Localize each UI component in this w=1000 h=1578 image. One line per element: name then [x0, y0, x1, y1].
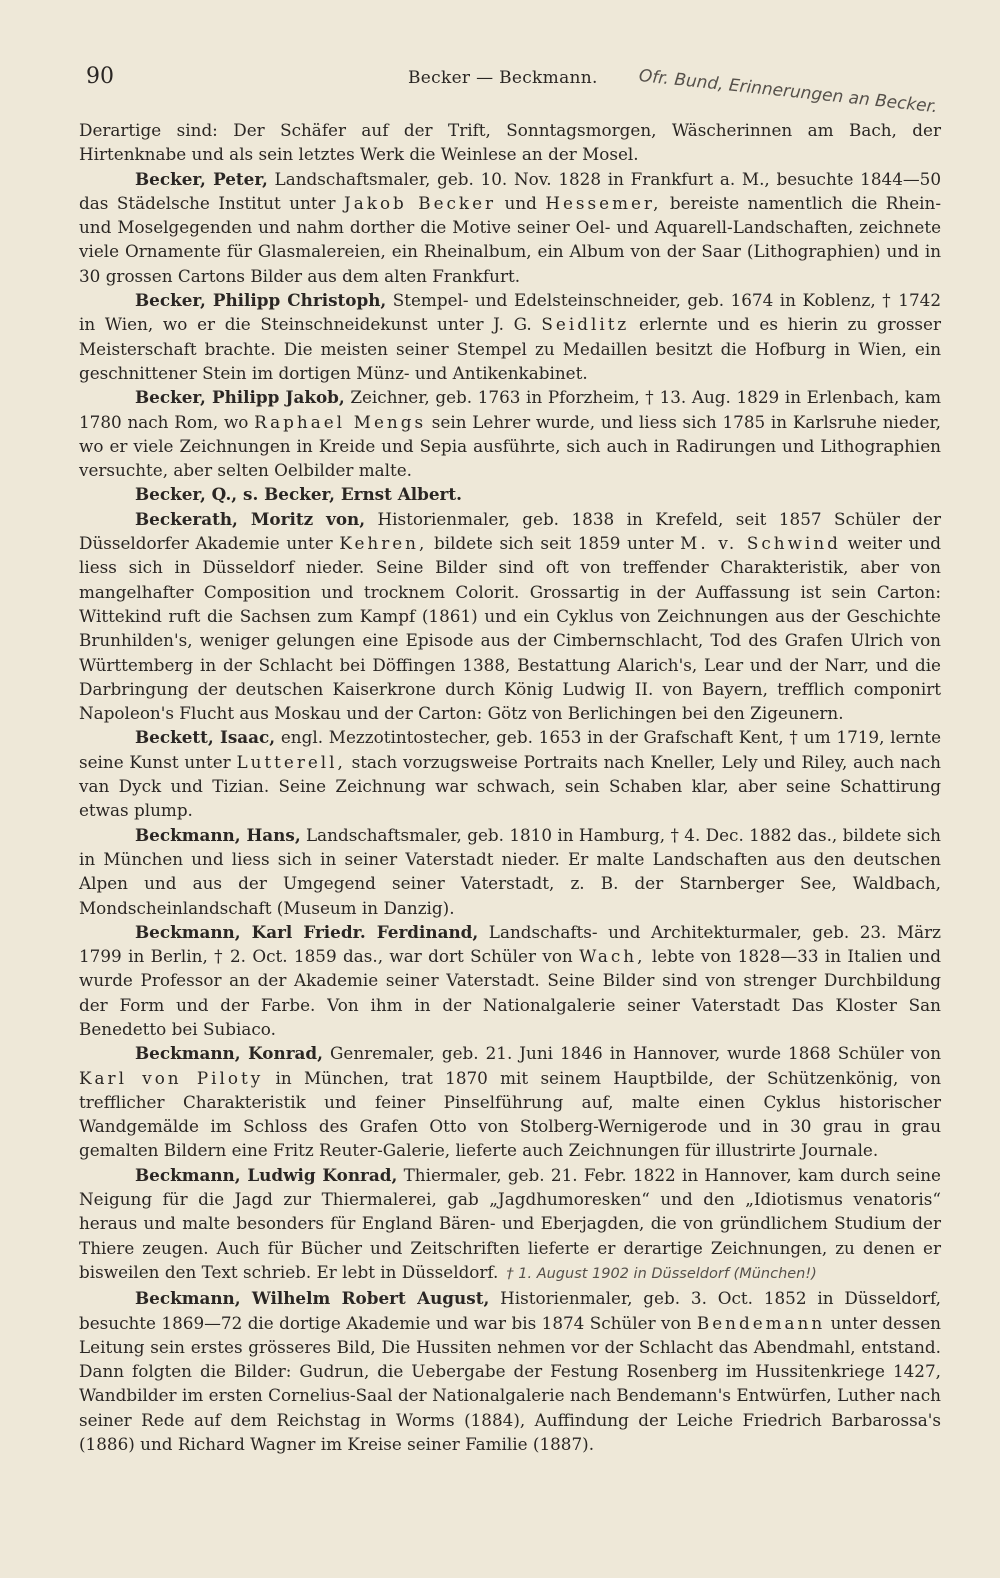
- entry-name: Beckmann, Hans,: [135, 824, 301, 845]
- handwritten-annotation: † 1. August 1902 in Düsseldorf (München!): [506, 1265, 817, 1282]
- dictionary-entry: [79, 1041, 941, 1162]
- entry-text: bildete sich seit 1859 unter: [427, 533, 681, 554]
- dictionary-entry: [79, 725, 941, 822]
- spaced-name: Jakob Becker: [344, 192, 497, 213]
- spaced-name: Bendemann: [696, 1312, 826, 1333]
- entry-text: in München, trat 1870 mit seinem Hauptbilde, der Schützenkönig, von trefflicher Charakteristik und feiner Pinselführung auf, malte einen Cyklus historischer Wandgemälde im Schloss des Grafen Otto von Stolberg-Wernigerode und in 30 grau in grau gemalten Bildern eine Fritz Reuter-Galerie, lieferte auch Zeichnungen für illustrirte Journale.: [79, 1067, 942, 1161]
- entry-continuation: [79, 118, 941, 167]
- entry-name: Beckmann, Ludwig Konrad,: [135, 1164, 398, 1185]
- dictionary-entry: [79, 288, 941, 385]
- entry-text: und: [496, 192, 546, 213]
- dictionary-entry: [79, 1163, 941, 1286]
- running-title: Becker — Beckmann.: [408, 68, 598, 88]
- spaced-name: Hessemer,: [545, 192, 662, 213]
- entry-text: erlernte und es hierin zu grosser Meisterschaft brachte. Die meisten seiner Stempel zu Medaillen besitzt die Hofburg in Wien, ein geschnittener Stein im dortigen Münz- und Antikenkabinet.: [79, 314, 941, 383]
- spaced-name: Lutterell,: [236, 751, 346, 772]
- dictionary-entry: [79, 167, 941, 288]
- entry-text: Landschaftsmaler, geb. 10. Nov. 1828 in Frankfurt a. M., besuchte 1844—50 das Städelsche Institut unter: [79, 168, 942, 213]
- entry-text: engl. Mezzotintostecher, geb. 1653 in der Grafschaft Kent, † um 1719, lernte seine Kunst unter: [79, 727, 941, 772]
- spaced-name: M. v. Schwind: [680, 533, 841, 554]
- dictionary-entry: [79, 1286, 941, 1456]
- entry-name: Becker, Philipp Christoph,: [135, 290, 387, 311]
- entry-text: unter dessen Leitung sein erstes grösseres Bild, Die Hussiten nehmen vor der Schlacht das Abendmahl, entstand. Dann folgten die Bilder: Gudrun, die Uebergabe der Festung Rosenberg im Hussitenkriege 1427, Wandbilder im ersten Cornelius-Saal der Nationalgalerie nach Bendemann's Entwürfen, Luther nach seiner Rede auf dem Reichstag in Worms (1884), Auffindung der Leiche Friedrich Barbarossa's (1886) und Richard Wagner im Kreise seiner Familie (1887).: [79, 1312, 941, 1455]
- entry-name: Beckmann, Konrad,: [135, 1043, 323, 1064]
- dictionary-entry: [79, 823, 941, 920]
- entry-text: Derartige sind: Der Schäfer auf der Trift, Sonntagsmorgen, Wäscherinnen am Bach, der Hirtenknabe und als sein letztes Werk die Weinlese an der Mosel.: [79, 120, 941, 165]
- entry-text: Historienmaler, geb. 1838 in Krefeld, seit 1857 Schüler der Düsseldorfer Akademie unter: [79, 508, 941, 554]
- entry-name: Beckerath, Moritz von,: [135, 508, 366, 529]
- entry-text: stach vorzugsweise Portraits nach Kneller, Lely und Riley, auch nach van Dyck und Tizian. Seine Zeichnung war schwach, sein Schaben klar, aber seine Schattirung etwas plump.: [79, 751, 941, 821]
- entry-text: sein Lehrer wurde, und liess sich 1785 in Karlsruhe nieder, wo er viele Zeichnungen in Kreide und Sepia ausführte, sich auch in Radirungen und Lithographien versuchte, aber selten Oelbilder malte.: [79, 411, 941, 481]
- entry-text: Zeichner, geb. 1763 in Pforzheim, † 13. Aug. 1829 in Erlenbach, kam 1780 nach Rom, wo: [79, 387, 941, 432]
- entry-name: Beckett, Isaac,: [135, 727, 276, 748]
- spaced-name: Wach,: [579, 946, 646, 967]
- entry-text: weiter und liess sich in Düsseldorf nieder. Seine Bilder sind oft von treffender Charakteristik, aber von mangelhafter Composition und trocknem Colorit. Grossartig in der Auffassung ist sein Carton: Wittekind ruft die Sachsen zum Kampf (1861) und ein Cyklus von Zeichnungen aus der Geschichte Brunhilden's, weniger gelungen eine Episode aus der Cimbernschlacht, Tod des Grafen Ulrich von Württemberg in der Schlacht bei Döffingen 1388, Bestattung Alarich's, Lear und der Narr, und die Darbringung der deutschen Kaiserkrone durch König Ludwig II. von Bayern, trefflich componirt Napoleon's Flucht aus Moskau und der Carton: Götz von Berlichingen bei den Zigeunern.: [79, 533, 941, 724]
- spaced-name: Karl von Piloty: [79, 1067, 264, 1088]
- dictionary-body: [79, 118, 941, 1456]
- entry-text: Historienmaler, geb. 3. Oct. 1852 in Düsseldorf, besuchte 1869—72 die dortige Akademie und war bis 1874 Schüler von: [79, 1288, 941, 1333]
- dictionary-entry: [79, 385, 941, 482]
- entry-name: Beckmann, Karl Friedr. Ferdinand,: [135, 921, 479, 942]
- dictionary-entry: [79, 920, 941, 1041]
- spaced-name: Kehren,: [339, 533, 428, 554]
- spaced-name: Seidlitz: [541, 314, 630, 335]
- dictionary-entry: [79, 507, 941, 726]
- entry-text: Stempel- und Edelsteinschneider, geb. 1674 in Koblenz, † 1742 in Wien, wo er die Steinschneidekunst unter J. G.: [79, 290, 941, 335]
- dictionary-entry: [79, 482, 941, 506]
- entry-text: lebte von 1828—33 in Italien und wurde Professor an der Akademie seiner Vaterstadt. Seine Bilder sind von strenger Durchbildung der Form und der Farbe. Von ihm in der Nationalgalerie seiner Vaterstadt Das Kloster San Benedetto bei Subiaco.: [79, 946, 941, 1039]
- handwritten-note: Ofr. Bund, Erinnerungen an Becker.: [637, 66, 939, 118]
- entry-text: Genremaler, geb. 21. Juni 1846 in Hannover, wurde 1868 Schüler von: [323, 1043, 941, 1064]
- entry-text: Thiermaler, geb. 21. Febr. 1822 in Hannover, kam durch seine Neigung für die Jagd zur Thiermalerei, gab „Jagdhumoresken“ und den „Idiotismus venatoris“ heraus und malte besonders für England Bären- und Eberjagden, die von gründlichem Studium der Thiere zeugen. Auch für Bücher und Zeitschriften lieferte er derartige Zeichnungen, zu denen er bisweilen den Text schrieb. Er lebt in Düsseldorf.: [79, 1164, 941, 1282]
- entry-text: Landschafts- und Architekturmaler, geb. 23. März 1799 in Berlin, † 2. Oct. 1859 das., war dort Schüler von: [79, 921, 941, 967]
- entry-name: Beckmann, Wilhelm Robert August,: [135, 1288, 490, 1309]
- entry-name: Becker, Q., s. Becker, Ernst Albert.: [135, 484, 462, 505]
- spaced-name: Raphael Mengs: [254, 411, 427, 432]
- entry-name: Becker, Peter,: [135, 168, 268, 189]
- entry-text: Landschaftsmaler, geb. 1810 in Hamburg, † 4. Dec. 1882 das., bildete sich in München und liess sich in seiner Vaterstadt nieder. Er malte Landschaften aus den deutschen Alpen und aus der Umgegend seiner Vaterstadt, z. B. der Starnberger See, Waldbach, Mondscheinlandschaft (Museum in Danzig).: [79, 824, 941, 918]
- entry-name: Becker, Philipp Jakob,: [135, 387, 345, 408]
- page-number: 90: [86, 64, 114, 89]
- entry-text: bereiste namentlich die Rhein- und Moselgegenden und nahm dorther die Motive seiner Oel- und Aquarell-Landschaften, zeichnete viele Ornamente für Glasmalereien, ein Rheinalbum, ein Album von der Saar (Lithographien) und in 30 grossen Cartons Bilder aus dem alten Frankfurt.: [79, 192, 941, 286]
